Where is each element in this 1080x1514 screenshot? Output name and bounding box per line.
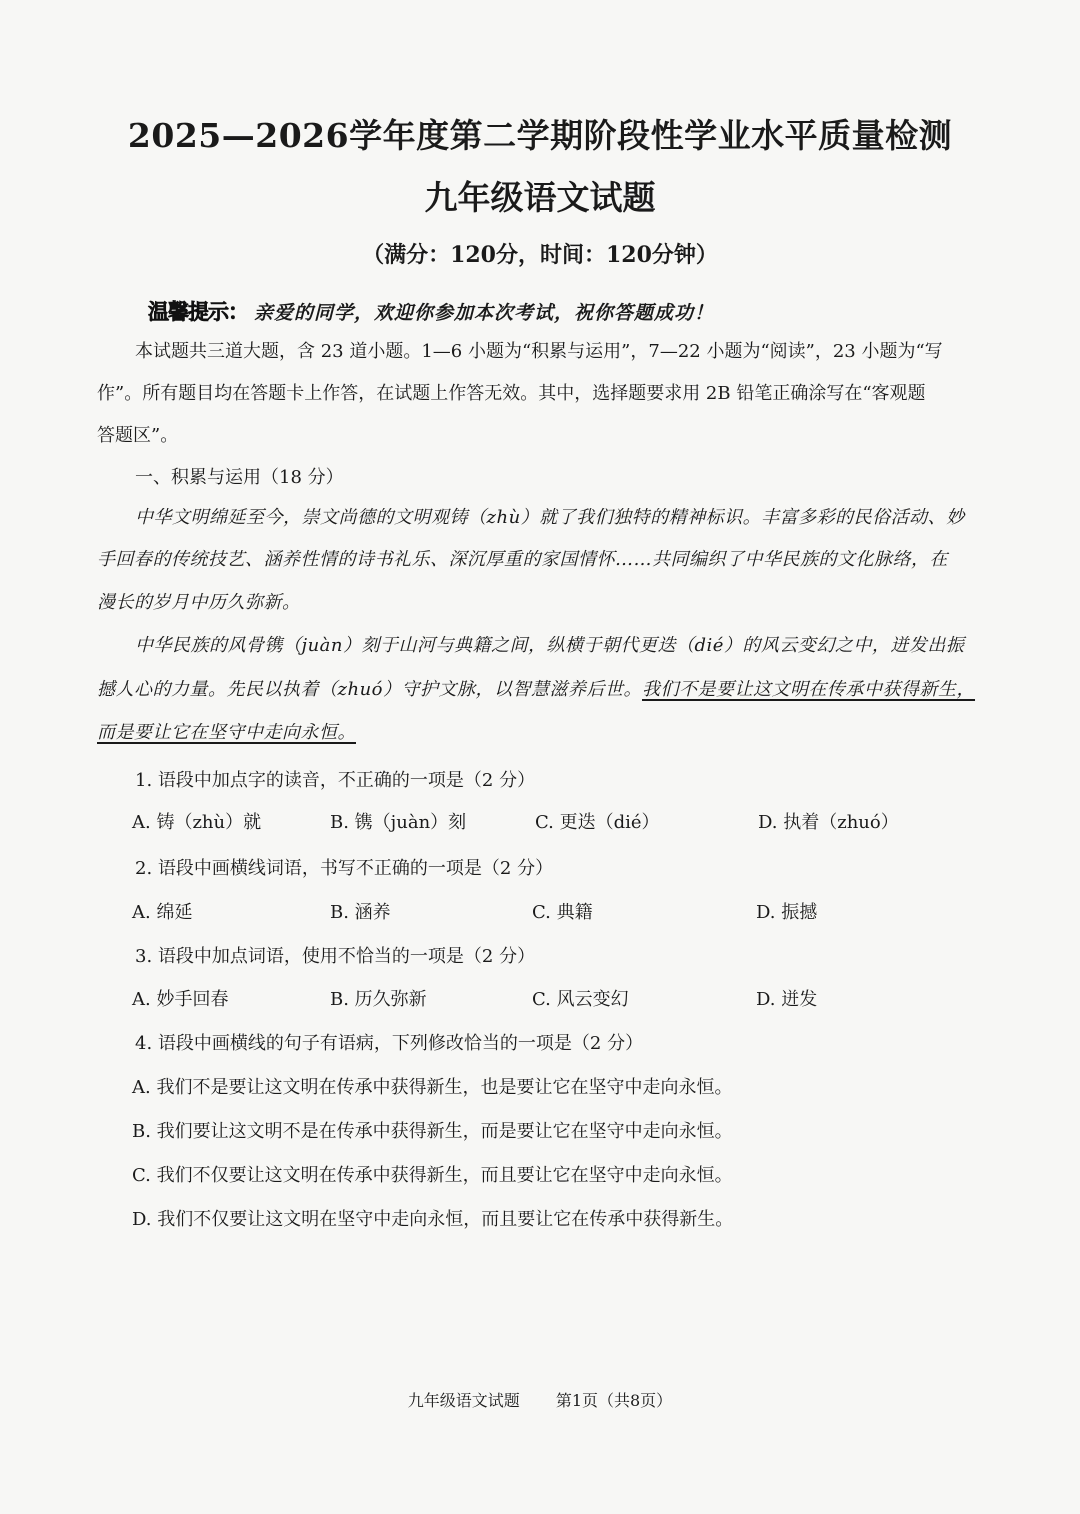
passage-p1-line-3: 漫长的岁月中历久弥新。 [97, 592, 301, 613]
question-3-option-b: B. 历久弥新 [330, 989, 427, 1010]
passage-p2-line-1: 中华民族的风骨镌（juàn）刻于山河与典籍之间，纵横于朝代更迭（dié）的风云变幻之中，迸发出振 [135, 635, 965, 656]
passage-p2-line-2a: 撼人心的力量。先民以执着（zhuó）守护文脉，以智慧滋养后世。 [97, 679, 643, 700]
question-1-option-d: D. 执着（zhuó） [758, 812, 899, 833]
question-3-option-c: C. 风云变幻 [532, 989, 629, 1010]
question-4-option-d: D. 我们不仅要让这文明在坚守中走向永恒，而且要让它在传承中获得新生。 [132, 1209, 734, 1230]
passage-p2-line-2 [97, 675, 975, 701]
question-1-stem: 1. 语段中加点字的读音，不正确的一项是（2 分） [135, 770, 536, 791]
question-1-option-c: C. 更迭（dié） [535, 812, 660, 833]
question-4-option-c: C. 我们不仅要让这文明在传承中获得新生，而且要让它在坚守中走向永恒。 [132, 1165, 733, 1186]
footer-subject: 九年级语文试题 [407, 1391, 520, 1410]
question-3-option-d: D. 迸发 [756, 989, 818, 1010]
question-4-stem: 4. 语段中画横线的句子有语病，下列修改恰当的一项是（2 分） [135, 1033, 644, 1054]
warm-tip-text: 亲爱的同学，欢迎你参加本次考试，祝你答题成功！ [254, 302, 715, 324]
question-2-option-b: B. 涵养 [330, 902, 391, 923]
question-4-option-b: B. 我们要让这文明不是在传承中获得新生，而是要让它在坚守中走向永恒。 [132, 1121, 733, 1142]
passage-p1-line-2: 手回春的传统技艺、涵养性情的诗书礼乐、深沉厚重的家国情怀……共同编织了中华民族的文化脉络，在 [97, 549, 948, 570]
exam-title: 2025—2026学年度第二学期阶段性学业水平质量检测 [127, 116, 953, 155]
passage-p1-line-1: 中华文明绵延至今，崇文尚德的文明观铸（zhù）就了我们独特的精神标识。丰富多彩的民俗活动、妙 [135, 507, 965, 528]
footer-page-number: 第1页（共8页） [555, 1391, 673, 1410]
question-3-stem: 3. 语段中加点词语，使用不恰当的一项是（2 分） [135, 946, 536, 967]
exam-score-time: （满分：120分，时间：120分钟） [362, 242, 718, 268]
question-2-option-c: C. 典籍 [532, 902, 593, 923]
question-1-option-a: A. 铸（zhù）就 [132, 812, 262, 833]
question-3-option-a: A. 妙手回春 [132, 989, 229, 1010]
question-1-option-b: B. 镌（juàn）刻 [330, 812, 467, 833]
intro-line-2: 作”。所有题目均在答题卡上作答，在试题上作答无效。其中，选择题要求用 2B 铅笔正确涂写在“客观题 [97, 383, 926, 404]
underlined-sentence-part-2: 而是要让它在坚守中走向永恒。 [97, 722, 356, 743]
question-2-option-d: D. 振撼 [756, 902, 818, 923]
section-heading: 一、积累与运用（18 分） [135, 467, 344, 488]
question-4-option-a: A. 我们不是要让这文明在传承中获得新生，也是要让它在坚守中走向永恒。 [132, 1077, 733, 1098]
question-2-option-a: A. 绵延 [132, 902, 193, 923]
intro-line-1: 本试题共三道大题，含 23 道小题。1—6 小题为“积累与运用”，7—22 小题为“阅读”，23 小题为“写 [135, 341, 943, 362]
question-2-stem: 2. 语段中画横线词语，书写不正确的一项是（2 分） [135, 858, 554, 879]
page-footer [0, 1388, 1080, 1411]
underlined-sentence-part-1: 我们不是要让这文明在传承中获得新生， [642, 679, 976, 700]
exam-subtitle: 九年级语文试题 [424, 178, 656, 217]
warm-tip-label: 温馨提示： [148, 300, 248, 324]
intro-line-3: 答题区”。 [97, 425, 179, 446]
warm-tip [148, 296, 714, 326]
